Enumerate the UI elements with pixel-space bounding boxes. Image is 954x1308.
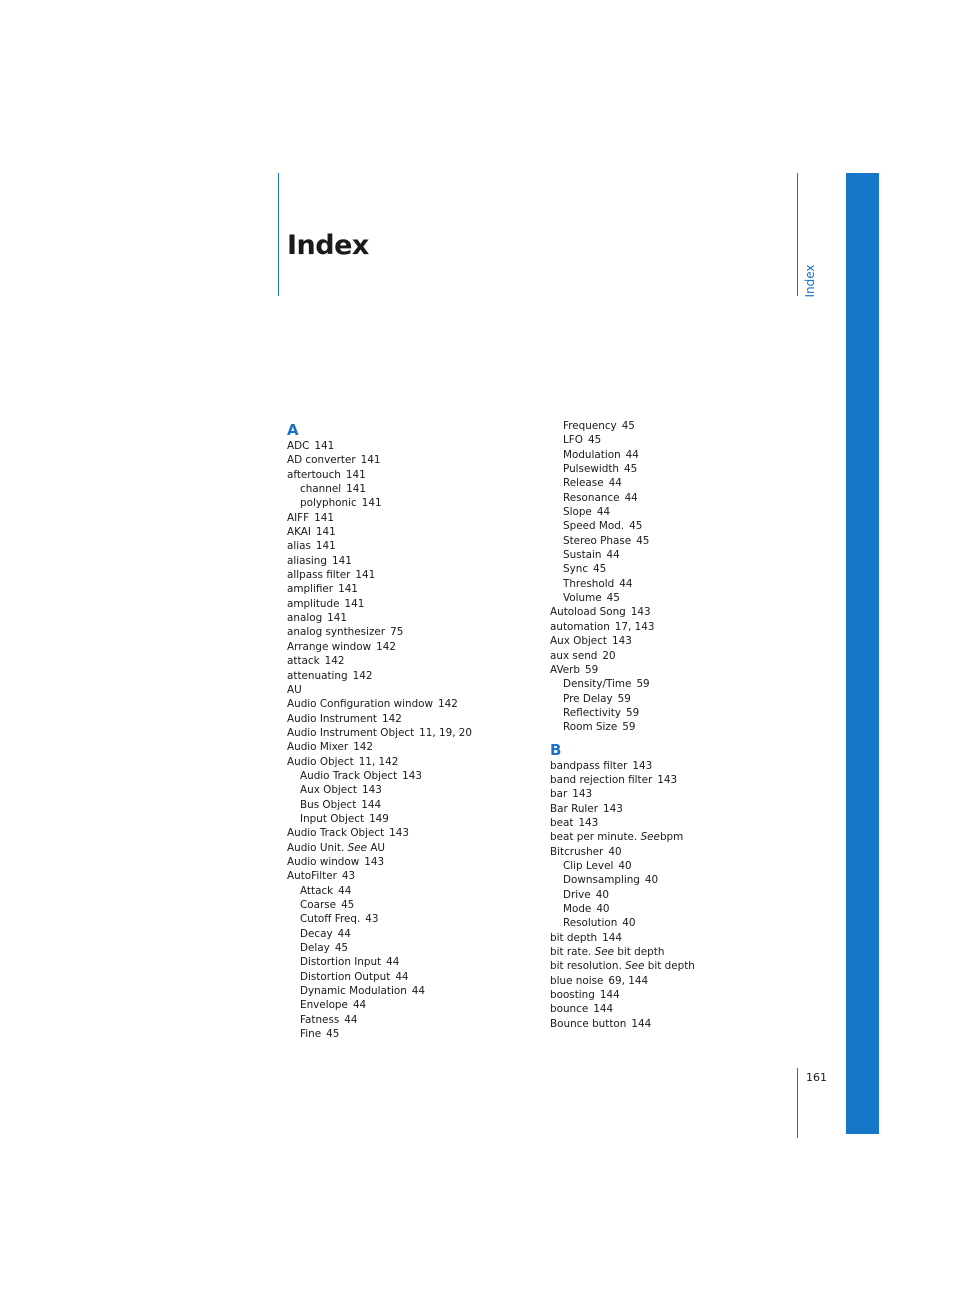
page-refs: 59 (617, 692, 631, 705)
index-term: Cutoff Freq. (300, 913, 361, 926)
page-refs: 141 (346, 483, 366, 496)
index-entry (287, 841, 527, 855)
index-subentry (550, 433, 810, 447)
index-subentry (287, 769, 527, 783)
header-rule-right (797, 173, 798, 296)
index-term: Slope (563, 506, 592, 519)
page-refs: 141 (315, 540, 336, 553)
index-term: Volume (563, 592, 602, 605)
index-term: Attack (300, 884, 334, 897)
page-refs: 143 (657, 773, 678, 786)
index-term: Sustain (563, 549, 602, 562)
index-term: bit depth (550, 931, 598, 944)
index-term: AIFF (287, 511, 310, 524)
index-subentry (550, 534, 810, 548)
index-term: analog (287, 612, 323, 625)
index-term: bounce (550, 1003, 589, 1016)
page-refs: 40 (596, 903, 610, 915)
index-term: Bounce button (550, 1017, 627, 1030)
index-column-left (287, 419, 527, 1041)
index-term: Aux Object (300, 784, 357, 797)
page-refs: 141 (315, 526, 336, 539)
index-term: Envelope (300, 999, 348, 1012)
header-rule-left (278, 173, 279, 296)
index-subentry (550, 419, 810, 433)
index-term: attack (287, 655, 320, 668)
index-term: amplifier (287, 583, 334, 596)
page-refs: 20 (602, 649, 616, 662)
index-term: alias (287, 540, 311, 553)
page-refs: 43 (341, 870, 356, 883)
index-entry (287, 726, 527, 740)
page-refs: 44 (608, 477, 622, 490)
index-subentry (287, 970, 527, 984)
index-entry (550, 773, 810, 787)
index-entry (287, 511, 527, 525)
index-term: Distortion Input (300, 956, 382, 969)
page-refs: 45 (624, 463, 638, 476)
index-entry (287, 582, 527, 596)
page-refs: 141 (355, 569, 376, 582)
index-subentry (287, 798, 527, 812)
page-refs: 149 (369, 812, 389, 825)
index-entry (287, 568, 527, 582)
index-subentry (550, 859, 810, 873)
index-entry (287, 755, 527, 769)
see-target: bpm (659, 831, 684, 844)
page-refs: 45 (334, 942, 349, 955)
page-refs: 141 (345, 468, 366, 481)
index-entry (287, 697, 527, 711)
page-refs: 143 (632, 759, 653, 772)
index-column-right (550, 419, 810, 1031)
index-term: Fatness (300, 1013, 340, 1026)
index-entry (550, 620, 810, 634)
index-entry (550, 830, 810, 844)
index-entry (287, 439, 527, 453)
page-refs: 143 (578, 816, 599, 829)
index-term: Frequency (563, 420, 617, 432)
page-refs: 143 (612, 635, 632, 648)
section-letter: B (550, 740, 562, 759)
page-refs: 44 (606, 549, 620, 562)
page-refs: 11, 19, 20 (419, 726, 473, 739)
index-entry (550, 1002, 810, 1016)
index-term: AD converter (287, 454, 356, 467)
index-subentry (287, 496, 527, 510)
page-refs: 43 (365, 913, 379, 926)
index-entry (550, 845, 810, 859)
page-refs: 45 (629, 520, 643, 533)
index-term: Arrange window (287, 640, 372, 653)
index-entry (550, 816, 810, 830)
index-entry (287, 669, 527, 683)
index-entry (550, 634, 810, 648)
index-entry (287, 826, 527, 840)
index-entry (287, 712, 527, 726)
page-refs: 144 (361, 798, 382, 811)
index-entry (550, 802, 810, 816)
index-term: Dynamic Modulation (300, 985, 407, 998)
index-subentry (550, 902, 810, 916)
page-refs: 40 (608, 845, 622, 858)
index-subentry (287, 941, 527, 955)
page-refs: 40 (644, 874, 659, 887)
index-subentry (287, 984, 527, 998)
index-term: amplitude (287, 597, 340, 610)
index-entry (287, 468, 527, 482)
page-refs: 44 (624, 491, 638, 504)
index-term: bit resolution. (550, 960, 622, 973)
page-title: Index (287, 230, 369, 261)
index-subentry (550, 491, 810, 505)
page-number: 161 (806, 1071, 827, 1084)
page-refs: 44 (338, 884, 352, 897)
page-refs: 141 (360, 454, 381, 467)
page-refs: 11, 142 (358, 755, 399, 768)
index-term: Audio Track Object (300, 769, 398, 782)
index-subentry (287, 1013, 527, 1027)
index-subentry (550, 519, 810, 533)
index-term: Clip Level (563, 859, 614, 872)
index-entry (287, 640, 527, 654)
index-term: Bitcrusher (550, 845, 604, 858)
page-refs: 141 (338, 583, 358, 596)
index-entry (287, 611, 527, 625)
index-term: Distortion Output (300, 970, 391, 983)
index-subentry (287, 898, 527, 912)
index-subentry (550, 873, 810, 887)
page-refs: 141 (344, 597, 365, 610)
index-term: Reflectivity (563, 706, 622, 719)
see-reference: See (640, 831, 660, 844)
index-subentry (550, 591, 810, 605)
page-refs: 44 (386, 956, 400, 969)
index-term: Audio Instrument Object (287, 726, 415, 739)
index-subentry (550, 692, 810, 706)
index-subentry (550, 577, 810, 591)
index-term: ADC (287, 440, 310, 452)
index-term: Drive (563, 888, 591, 901)
page-refs: 142 (438, 698, 458, 711)
index-term: Autoload Song (550, 606, 626, 619)
index-term: Audio Object (287, 755, 354, 768)
page-refs: 59 (585, 663, 599, 676)
index-term: Sync (563, 563, 589, 576)
index-term: Delay (300, 942, 330, 955)
page-refs: 40 (618, 859, 632, 872)
index-entry (550, 974, 810, 988)
index-entry (287, 683, 527, 697)
page-refs: 142 (382, 712, 402, 725)
index-term: Threshold (563, 577, 615, 590)
index-entry (287, 554, 527, 568)
index-entry (287, 597, 527, 611)
index-subentry (287, 783, 527, 797)
index-term: boosting (550, 989, 595, 1002)
page-refs: 144 (631, 1017, 652, 1030)
index-term: Audio Track Object (287, 827, 385, 840)
index-term: AU (287, 683, 302, 696)
index-term: blue noise (550, 974, 604, 987)
page-refs: 143 (572, 788, 593, 801)
index-term: Input Object (300, 812, 365, 825)
index-entry (550, 959, 810, 973)
page-refs: 143 (402, 769, 423, 782)
index-term: Pulsewidth (563, 463, 620, 476)
page-refs: 44 (337, 927, 351, 940)
page-refs: 45 (593, 563, 607, 576)
index-term: aux send (550, 649, 598, 662)
page-refs: 141 (361, 497, 382, 510)
index-term: Audio Instrument (287, 712, 378, 725)
index-term: LFO (563, 434, 583, 447)
index-term: Downsampling (563, 874, 640, 887)
index-subentry (287, 927, 527, 941)
index-subentry (550, 505, 810, 519)
page-refs: 59 (636, 678, 650, 691)
page-refs: 142 (353, 741, 374, 754)
index-entry (550, 787, 810, 801)
index-subentry (287, 912, 527, 926)
index-term: channel (300, 483, 342, 496)
index-subentry (550, 448, 810, 462)
index-subentry (550, 720, 810, 734)
index-term: Bar Ruler (550, 802, 598, 815)
page-refs: 45 (606, 592, 620, 605)
page-refs: 141 (327, 612, 348, 625)
page-refs: 144 (599, 989, 620, 1002)
index-term: aliasing (287, 554, 327, 567)
page-refs: 75 (390, 626, 404, 639)
index-subentry (550, 916, 810, 930)
page-refs: 44 (411, 985, 426, 998)
page-refs: 59 (626, 706, 640, 719)
index-entry (287, 539, 527, 553)
page-refs: 142 (324, 655, 345, 668)
page-refs: 143 (389, 827, 410, 840)
index-subentry (550, 677, 810, 691)
index-term: Coarse (300, 899, 337, 911)
see-target: AU (370, 841, 386, 854)
page-refs: 45 (341, 899, 355, 911)
index-term: Audio Configuration window (287, 698, 434, 711)
index-entry (287, 869, 527, 883)
page-refs: 44 (344, 1013, 358, 1026)
index-term: Pre Delay (563, 692, 613, 705)
index-term: beat per minute. (550, 831, 638, 844)
page-refs: 44 (619, 577, 633, 590)
see-target: bit depth (617, 946, 665, 959)
footer-rule (797, 1068, 798, 1138)
index-subentry (550, 562, 810, 576)
index-term: polyphonic (300, 497, 357, 510)
index-term: Audio Unit. (287, 841, 345, 854)
page-refs: 44 (352, 999, 367, 1012)
index-entry (550, 931, 810, 945)
page-refs: 141 (314, 511, 334, 524)
page-refs: 143 (364, 855, 385, 868)
index-term: Density/Time (563, 678, 632, 691)
page-refs: 69, 144 (608, 974, 649, 987)
index-subentry (287, 812, 527, 826)
index-entry (287, 453, 527, 467)
index-term: Resolution (563, 917, 618, 930)
index-term: Audio window (287, 855, 360, 868)
index-subentry (550, 888, 810, 902)
see-target: bit depth (647, 960, 695, 973)
see-reference: See (625, 960, 645, 973)
index-term: bar (550, 788, 568, 801)
index-term: Room Size (563, 721, 618, 734)
index-term: Fine (300, 1028, 322, 1041)
page-refs: 142 (352, 669, 373, 682)
page-refs: 144 (602, 931, 622, 944)
index-entry (550, 1017, 810, 1031)
index-term: analog synthesizer (287, 626, 386, 639)
page-refs: 144 (593, 1003, 614, 1016)
page-refs: 59 (622, 721, 636, 734)
page-refs: 143 (630, 606, 651, 619)
index-entry (287, 654, 527, 668)
index-entry (550, 649, 810, 663)
see-reference: See (594, 946, 614, 959)
index-entry (550, 945, 810, 959)
index-term: Modulation (563, 448, 621, 461)
page-refs: 44 (395, 970, 409, 983)
index-subentry (550, 706, 810, 720)
see-reference: See (347, 841, 367, 854)
index-term: automation (550, 620, 610, 633)
page-refs: 45 (636, 534, 650, 547)
index-term: Release (563, 477, 604, 490)
index-subentry (287, 998, 527, 1012)
page-refs: 17, 143 (614, 620, 655, 633)
page-refs: 45 (621, 420, 635, 432)
page-refs: 45 (326, 1028, 340, 1041)
index-subentry (287, 884, 527, 898)
index-term: AKAI (287, 526, 311, 539)
page-refs: 143 (362, 784, 382, 797)
index-entry (550, 663, 810, 677)
side-section-label: Index (803, 264, 817, 298)
index-entry (287, 525, 527, 539)
index-term: aftertouch (287, 468, 341, 481)
section-letter: A (287, 421, 299, 439)
page-refs: 44 (596, 506, 611, 519)
index-subentry (550, 476, 810, 490)
index-subentry (287, 482, 527, 496)
index-term: Resonance (563, 491, 620, 504)
index-term: Speed Mod. (563, 520, 625, 533)
page-refs: 142 (376, 640, 396, 653)
page-refs: 40 (622, 917, 636, 930)
index-entry (550, 988, 810, 1002)
index-term: Mode (563, 903, 592, 915)
index-entry (550, 605, 810, 619)
index-term: Audio Mixer (287, 741, 349, 754)
index-entry (287, 855, 527, 869)
index-term: AVerb (550, 663, 581, 676)
index-term: allpass filter (287, 569, 351, 582)
index-term: bit rate. (550, 946, 592, 959)
index-subentry (287, 955, 527, 969)
index-term: attenuating (287, 669, 348, 682)
chapter-tab (846, 173, 879, 1134)
index-subentry (550, 548, 810, 562)
page-refs: 45 (587, 434, 602, 447)
page-refs: 143 (602, 802, 623, 815)
page-refs: 40 (595, 888, 609, 901)
index-term: AutoFilter (287, 870, 337, 883)
page-refs: 44 (625, 448, 639, 461)
index-term: Aux Object (550, 635, 607, 648)
index-entry (287, 625, 527, 639)
index-entry (550, 759, 810, 773)
index-term: Bus Object (300, 798, 357, 811)
index-term: bandpass filter (550, 759, 628, 772)
index-term: Stereo Phase (563, 534, 632, 547)
index-subentry (550, 462, 810, 476)
index-term: Decay (300, 927, 333, 940)
index-entry (287, 740, 527, 754)
page-refs: 141 (332, 554, 352, 567)
index-subentry (287, 1027, 527, 1041)
index-term: beat (550, 816, 574, 829)
index-term: band rejection filter (550, 773, 653, 786)
page-refs: 141 (314, 440, 335, 452)
